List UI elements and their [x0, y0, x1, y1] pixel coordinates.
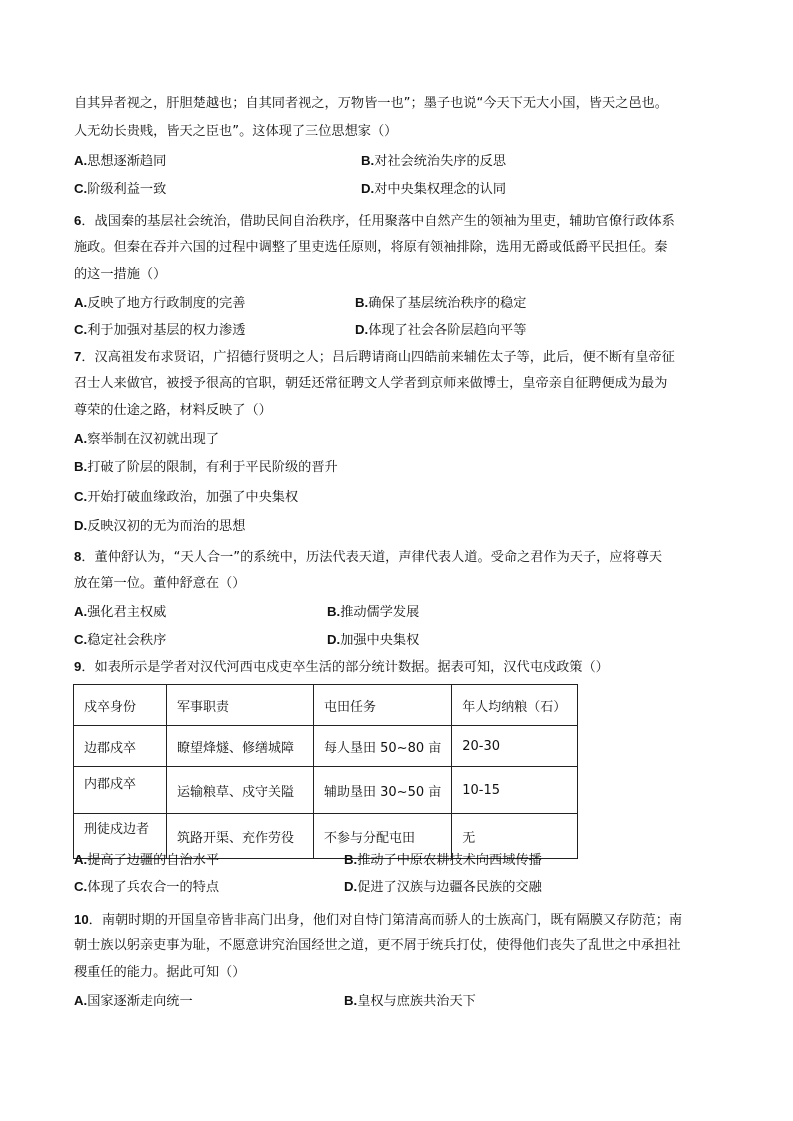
table-cell: 刑徒戍边者 [74, 814, 167, 859]
q8-stem-line-1: 8．董仲舒认为，“天人合一”的系统中，历法代表天道，声律代表人道。受命之君作为天子，应将尊天 [74, 549, 663, 565]
table-cell: 内郡戍卒 [74, 767, 167, 814]
table-header-row [74, 685, 578, 726]
table-cell: 瞭望烽燧、修缮城障 [167, 726, 314, 767]
q5-option-b[interactable]: B.对社会统治失序的反思 [361, 153, 507, 169]
q7-option-d[interactable]: D.反映汉初的无为而治的思想 [74, 518, 246, 534]
table-row [74, 726, 578, 767]
table-cell: 筑路开渠、充作劳役 [167, 814, 314, 859]
table-cell: 每人垦田 50~80 亩 [314, 726, 452, 767]
q9-option-d[interactable]: D.促进了汉族与边疆各民族的交融 [344, 879, 542, 895]
q7-option-b[interactable]: B.打破了阶层的限制，有利于平民阶级的晋升 [74, 459, 338, 475]
q10-stem-line-2: 朝士族以躬亲吏事为耻，不愿意讲究治国经世之道，更不屑于统兵打仗，使得他们丧失了乱世之中承担社 [74, 938, 681, 953]
table-row [74, 767, 578, 814]
q9-stem-line-1: 9．如表所示是学者对汉代河西屯戍吏卒生活的部分统计数据。据表可知，汉代屯戍政策（） [74, 659, 609, 675]
q6-option-a[interactable]: A.反映了地方行政制度的完善 [74, 295, 246, 311]
q7-stem-line-1: 7．汉高祖发布求贤诏，广招德行贤明之人；吕后聘请商山四皓前来辅佐太子等，此后，便不断有皇帝征 [74, 349, 675, 365]
q5-option-c[interactable]: C.阶级利益一致 [74, 181, 167, 197]
q6-stem-line-3: 的这一措施（） [74, 267, 167, 282]
q10-option-b[interactable]: B.皇权与庶族共治天下 [344, 993, 476, 1009]
q6-option-b[interactable]: B.确保了基层统治秩序的稳定 [355, 295, 527, 311]
q7-stem-line-3: 尊荣的仕途之路，材料反映了（） [74, 403, 272, 418]
q5-stem-line-1: 自其异者视之，肝胆楚越也；自其同者视之，万物皆一也”；墨子也说“今天下无大小国，皆天之邑也。 [74, 96, 668, 111]
q5-option-a[interactable]: A.思想逐渐趋同 [74, 153, 167, 169]
q10-stem-line-3: 稷重任的能力。据此可知（） [74, 965, 246, 980]
table-cell: 20-30 [452, 726, 578, 767]
q7-option-a[interactable]: A.察举制在汉初就出现了 [74, 431, 220, 447]
q6-option-c[interactable]: C.利于加强对基层的权力渗透 [74, 322, 246, 338]
q6-stem-line-2: 施政。但秦在吞并六国的过程中调整了里吏选任原则，将原有领袖排除，选用无爵或低爵平民担任。秦 [74, 240, 668, 255]
q8-option-a[interactable]: A.强化君主权威 [74, 604, 167, 620]
q10-option-a[interactable]: A.国家逐渐走向统一 [74, 993, 193, 1009]
table-cell: 辅助垦田 30~50 亩 [314, 767, 452, 814]
table-cell: 边郡戍卒 [74, 726, 167, 767]
q7-stem-line-2: 召士人来做官，被授予很高的官职，朝廷还常征聘文人学者到京师来做博士，皇帝亲自征聘便成为最为 [74, 376, 668, 391]
table-header-cell: 军事职责 [167, 685, 314, 726]
q8-stem-line-2: 放在第一位。董仲舒意在（） [74, 576, 246, 591]
q9-option-c[interactable]: C.体现了兵农合一的特点 [74, 879, 220, 895]
q9-statistics-table [73, 684, 578, 859]
table-cell: 10-15 [452, 767, 578, 814]
q8-option-c[interactable]: C.稳定社会秩序 [74, 632, 167, 648]
q6-option-d[interactable]: D.体现了社会各阶层趋向平等 [355, 322, 527, 338]
q9-option-b[interactable]: B.推动了中原农耕技术向西域传播 [344, 852, 542, 868]
table-header-cell: 年人均纳粮（石） [452, 685, 578, 726]
q8-option-b[interactable]: B.推动儒学发展 [327, 604, 420, 620]
q6-stem-line-1: 6．战国秦的基层社会统治，借助民间自治秩序，任用聚落中自然产生的领袖为里吏，辅助官僚行政体系 [74, 213, 675, 229]
q5-stem-line-2: 人无幼长贵贱，皆天之臣也”。这体现了三位思想家（） [74, 124, 398, 139]
q10-stem-line-1: 10．南朝时期的开国皇帝皆非高门出身，他们对自恃门第清高而骄人的士族高门，既有隔膜又存防范；南 [74, 912, 683, 928]
q9-option-a[interactable]: A.提高了边疆的自治水平 [74, 852, 220, 868]
q5-option-d[interactable]: D.对中央集权理念的认同 [361, 181, 507, 197]
table-cell: 无 [452, 814, 578, 859]
table-header-cell: 屯田任务 [314, 685, 452, 726]
q7-option-c[interactable]: C.开始打破血缘政治，加强了中央集权 [74, 489, 299, 505]
table-cell: 不参与分配屯田 [314, 814, 452, 859]
q8-option-d[interactable]: D.加强中央集权 [327, 632, 420, 648]
table-header-cell: 戍卒身份 [74, 685, 167, 726]
table-cell: 运输粮草、戍守关隘 [167, 767, 314, 814]
